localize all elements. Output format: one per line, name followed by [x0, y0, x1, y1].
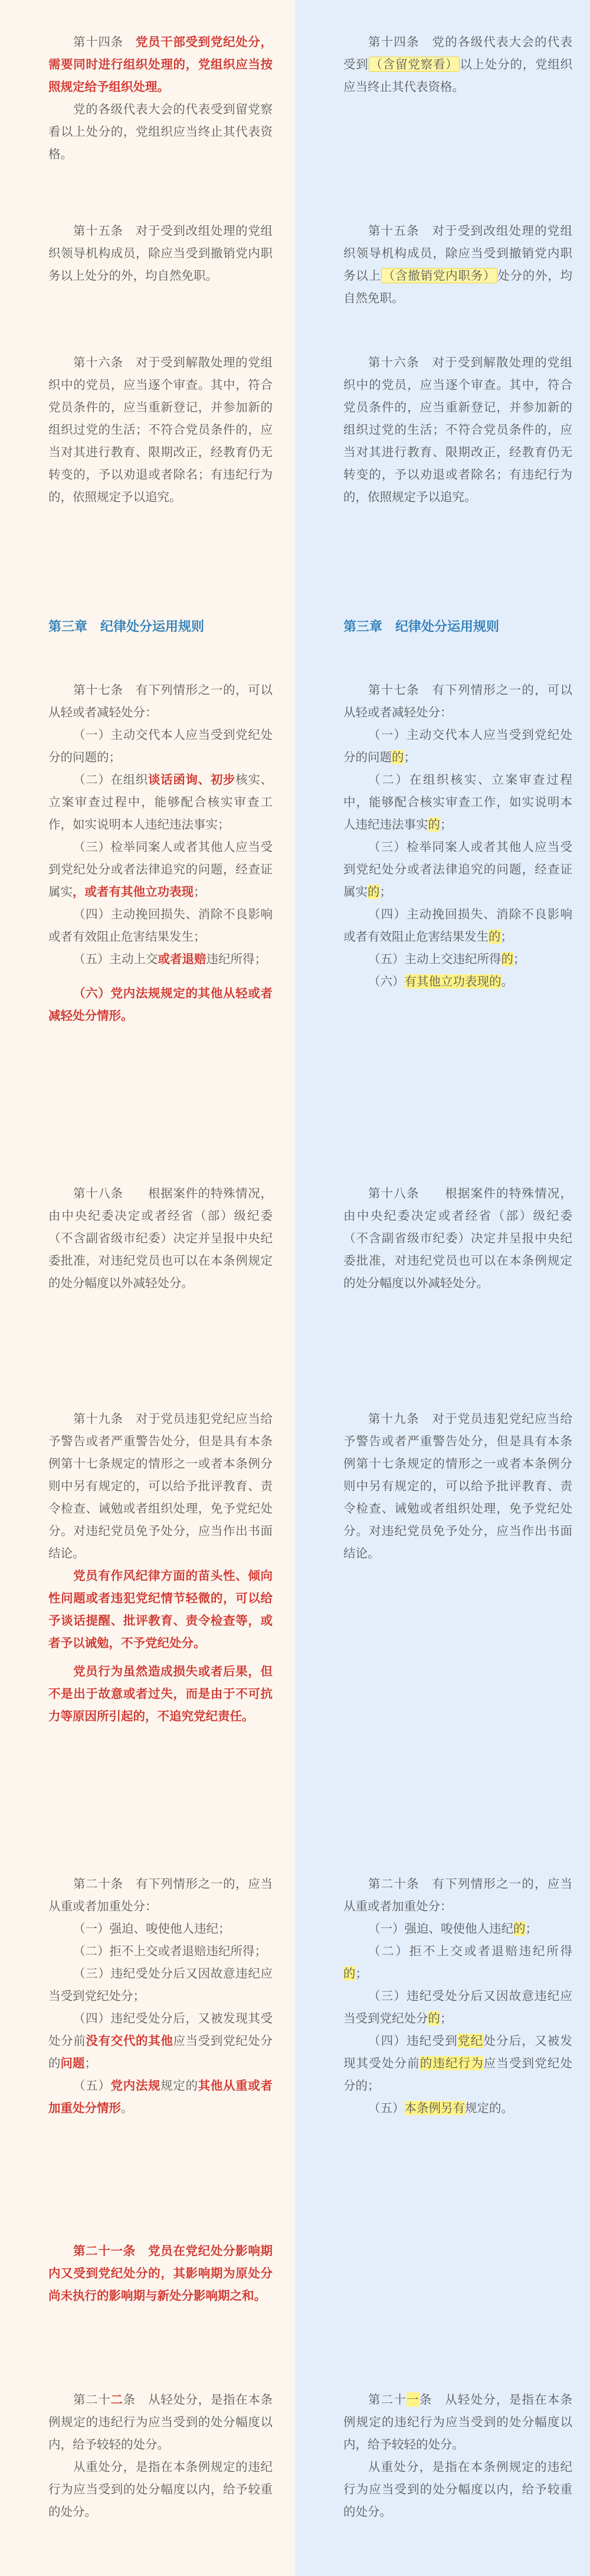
right-art17-1b-deleted: 的 [392, 750, 404, 764]
left-art22-b-changed: 二 [110, 2392, 123, 2407]
right-art20-item2 [343, 1940, 572, 1985]
right-art20-head: 第二十条 有下列情形之一的，应当从重或者加重处分： [343, 1877, 572, 1913]
left-art14-para1 [48, 31, 273, 98]
left-art19-added-para2: 党员行为虽然造成损失或者后果，但不是出于故意或者过失，而是由于不可抗力等原因所引起的，不追究党纪责任。 [48, 1664, 273, 1723]
right-article-19 [343, 1408, 572, 1564]
right-art20-4c: 处分后，又被发现其受处分前 [343, 2034, 573, 2070]
right-art20-item4 [343, 2030, 572, 2097]
left-art17-2a: （二）在组织 [73, 773, 148, 787]
right-art17-head: 第十七条 有下列情形之一的，可以从轻或者减轻处分： [343, 683, 572, 719]
right-article-20 [343, 1873, 572, 2119]
right-art20-4e: 应当受到党纪处分的； [343, 2056, 573, 2093]
right-art17-5c: ； [513, 952, 526, 966]
left-art17-head: 第十七条 有下列情形之一的，可以从轻或者减轻处分： [48, 683, 273, 719]
right-art17-5a: （五）主动上交违纪所得 [368, 952, 502, 966]
right-art20-4a: （四）违纪受到 [368, 2034, 458, 2048]
right-art17-3b-deleted: 的 [368, 885, 380, 899]
right-art22-c: 条 从轻处分，是指在本条例规定的违纪行为应当受到的处分幅度以内，给予较轻的处分。 [343, 2392, 573, 2451]
right-art17-item6 [343, 970, 572, 993]
right-art17-1c: ； [404, 750, 416, 764]
right-column-old-version [295, 0, 590, 2576]
left-art20-5b-added: 党内法规 [110, 2079, 161, 2093]
left-art20-4b-added: 没有交代的其他 [86, 2034, 173, 2048]
right-article-16 [343, 351, 572, 508]
left-art20-item3: （三）违纪受处分后又因故意违纪应当受到党纪处分； [48, 1966, 273, 2003]
right-art20-5b-deleted: 本条例另有 [404, 2101, 465, 2115]
right-art17-item1 [343, 724, 572, 768]
right-art20-2c: ； [355, 1966, 368, 1981]
right-art17-6b-deleted: 有其他立功表现的 [404, 974, 502, 988]
right-art19-text: 第十九条 对于党员违犯党纪应当给予警告或者严重警告处分，但是具有本条例第十七条规定的情形之一或者本条例分则中另有规定的，可以给予批评教育、责令检查、诫勉或者组织处理，免予党纪处分。对违纪党员免予处分，应当作出书面结论。 [343, 1412, 572, 1560]
right-art14-b-deleted: （含留党察看） [369, 57, 460, 72]
left-article-15 [48, 220, 273, 287]
right-art17-4c: ； [500, 929, 513, 944]
left-art22-para1 [48, 2388, 273, 2456]
right-art20-4b-deleted: 党纪 [457, 2034, 484, 2048]
right-art15-c: 处分的外，均自然免职。 [343, 269, 573, 305]
right-art17-2b-deleted: 的 [428, 817, 440, 832]
left-art20-5a: （五） [73, 2079, 111, 2093]
right-art17-3c: ； [379, 885, 392, 899]
right-art20-2b-deleted: 的 [343, 1966, 356, 1981]
right-chapter-title: 第三章 纪律处分运用规则 [343, 620, 500, 634]
right-art14-c: 以上处分的，党组织应当终止其代表资格。 [343, 57, 573, 94]
left-art20-head: 第二十条 有下列情形之一的，应当从重或者加重处分： [48, 1877, 273, 1913]
left-article-16 [48, 351, 273, 508]
right-art20-1a: （一）强迫、唆使他人违纪 [368, 1922, 513, 1936]
right-art22-para2: 从重处分，是指在本条例规定的违纪行为应当受到的处分幅度以内，给予较重的处分。 [343, 2460, 572, 2519]
left-art17-item1: （一）主动交代本人应当受到党纪处分的问题的； [48, 728, 273, 764]
right-art17-6c: 。 [501, 974, 513, 988]
right-art17-1a: （一）主动交代本人应当受到党纪处分的问题 [343, 728, 572, 764]
right-art20-item3 [343, 1985, 572, 2030]
left-art20-4a: （四）违纪受处分后，又被发现其受处分前 [48, 2011, 273, 2048]
right-art20-5a: （五） [368, 2101, 405, 2115]
left-article-22 [48, 2388, 273, 2523]
left-art15-text: 第十五条 对于受到改组处理的党组织领导机构成员，除应当受到撤销党内职务以上处分的外，均自然免职。 [48, 224, 273, 283]
left-art17-3a: （三）检举同案人或者其他人应当受到党纪处分或者法律追究的问题，经查证属实 [48, 840, 273, 899]
left-art20-5c: 规定的 [160, 2079, 198, 2093]
left-art17-3c: ； [194, 885, 206, 899]
left-art18-text: 第十八条 根据案件的特殊情况，由中央纪委决定或者经省（部）级纪委（不含副省级市纪委）决定并呈报中央纪委批准，对违纪党员也可以在本条例规定的处分幅度以外减轻处分。 [48, 1186, 273, 1290]
right-art17-4b-deleted: 的 [489, 929, 501, 944]
left-article-21 [48, 2240, 273, 2307]
left-art17-item2 [48, 768, 273, 836]
left-article-19 [48, 1408, 273, 1727]
left-art17-item6: （六）党内法规规定的其他从轻或者减轻处分情形。 [48, 986, 273, 1023]
right-art17-2a: （二）在组织核实、立案审查过程中，能够配合核实审查工作，如实说明本人违纪违法事实 [343, 773, 572, 832]
right-chapter-heading [343, 616, 572, 639]
left-art17-3b-added: ，或者有其他立功表现 [73, 885, 194, 899]
left-art20-5d-added: 其他从重或者加重处分情形 [48, 2079, 273, 2115]
right-art15-b-deleted: （含撤销党内职务） [381, 268, 497, 283]
right-art18-text: 第十八条 根据案件的特殊情况，由中央纪委决定或者经省（部）级纪委（不含副省级市纪委）决定并呈报中央纪委批准，对违纪党员也可以在本条例规定的处分幅度以外减轻处分。 [343, 1186, 572, 1290]
left-art19-added-para1: 党员有作风纪律方面的苗头性、倾向性问题或者违犯党纪情节轻微的，可以给予谈话提醒、批评教育、责令检查等，或者予以诫勉，不予党纪处分。 [48, 1569, 273, 1650]
right-art20-5c: 规定的。 [465, 2101, 513, 2115]
left-art17-2b-added: 谈话函询、初步 [148, 773, 236, 787]
right-art17-4a: （四）主动挽回损失、消除不良影响或者有效阻止危害结果发生 [343, 907, 572, 944]
right-art20-3a: （三）违纪受处分后又因故意违纪应当受到党纪处分 [343, 1989, 572, 2025]
left-article-14 [48, 31, 273, 165]
right-art17-item5 [343, 948, 572, 970]
right-art16-text: 第十六条 对于受到解散处理的党组织中的党员，应当逐个审查。其中，符合党员条件的，应当重新登记，并参加新的组织过党的生活；不符合党员条件的，应当对其进行教育、限期改正，经教育仍无转变的，予以劝退或者除名；有违纪行为的，依照规定予以追究。 [343, 355, 572, 504]
right-art20-item1 [343, 1917, 572, 1940]
left-art17-item3 [48, 836, 273, 903]
left-art20-4d-added: 问题 [60, 2056, 85, 2070]
right-art20-3b-deleted: 的 [428, 2011, 440, 2025]
left-art14-label: 第十四条 [73, 35, 123, 49]
left-art22-c: 条 从轻处分，是指在本条例规定的违纪行为应当受到的处分幅度以内，给予较轻的处分。 [48, 2392, 273, 2451]
left-art19-text: 第十九条 对于党员违犯党纪应当给予警告或者严重警告处分，但是具有本条例第十七条规定的情形之一或者本条例分则中另有规定的，可以给予批评教育、责令检查、诫勉或者组织处理，免予党纪处分。对违纪党员免予处分，应当作出书面结论。 [48, 1412, 273, 1560]
left-art17-5a: （五）主动上交 [73, 952, 158, 966]
left-article-20 [48, 1873, 273, 2119]
right-art20-1c: ； [525, 1922, 537, 1936]
left-article-17 [48, 679, 273, 1027]
right-art17-2c: ； [440, 817, 453, 832]
right-art20-1b-deleted: 的 [513, 1922, 526, 1936]
right-art17-5b-deleted: 的 [501, 952, 513, 966]
right-art17-6a: （六） [368, 974, 405, 988]
right-art17-item4 [343, 903, 572, 948]
left-art20-item5 [48, 2074, 273, 2119]
left-art17-5c: 违纪所得； [206, 952, 267, 966]
left-art14-bold: 党员干部受到党纪处分，需要同时进行组织处理的，党组织应当按照规定给予组织处理。 [48, 35, 273, 94]
left-art20-5e: 。 [121, 2101, 133, 2115]
right-art20-3c: ； [440, 2011, 453, 2025]
right-art17-3a: （三）检举同案人或者其他人应当受到党纪处分或者法律追究的问题，经查证属实 [343, 840, 572, 899]
left-art21-text: 第二十一条 党员在党纪处分影响期内又受到党纪处分的，其影响期为原处分尚未执行的影响期与新处分影响期之和。 [48, 2244, 273, 2303]
right-article-17 [343, 679, 572, 993]
left-article-18 [48, 1182, 273, 1294]
left-art16-text: 第十六条 对于受到解散处理的党组织中的党员，应当逐个审查。其中，符合党员条件的，应当重新登记，并参加新的组织过党的生活；不符合党员条件的，应当对其进行教育、限期改正，经教育仍无转变的，予以劝退或者除名；有违纪行为的，依照规定予以追究。 [48, 355, 273, 504]
right-art15-text [343, 220, 572, 309]
left-art14-para2: 党的各级代表大会的代表受到留党察看以上处分的，党组织应当终止其代表资格。 [48, 102, 273, 161]
right-art17-item3 [343, 836, 572, 903]
right-art15-a: 第十五条 对于受到改组处理的党组织领导机构成员，除应当受到撤销党内职务以上 [343, 224, 572, 283]
left-chapter-title: 第三章 纪律处分运用规则 [48, 620, 205, 634]
right-art14-a: 第十四条 党的各级代表大会的代表受到 [343, 35, 572, 71]
right-article-21 [343, 2388, 572, 2523]
left-art17-item5 [48, 948, 273, 970]
right-article-15 [343, 220, 572, 309]
right-art22-para1 [343, 2388, 572, 2456]
left-art17-5b-added: 或者退赔 [158, 952, 206, 966]
left-art17-item4: （四）主动挽回损失、消除不良影响或者有效阻止危害结果发生； [48, 907, 273, 944]
right-article-14 [343, 31, 572, 98]
right-art20-4d-deleted: 的违纪行为 [419, 2056, 484, 2070]
right-article-18 [343, 1182, 572, 1294]
left-art20-4c: 应当受到党纪处分的 [48, 2034, 273, 2070]
left-art22-para2: 从重处分，是指在本条例规定的违纪行为应当受到的处分幅度以内，给予较重的处分。 [48, 2460, 273, 2519]
left-art17-2c: 核实、立案审查过程中，能够配合核实审查工作，如实说明本人违纪违法事实； [48, 773, 273, 832]
left-art20-item1: （一）强迫、唆使他人违纪； [73, 1922, 231, 1936]
right-art22-b-changed: 一 [407, 2392, 419, 2407]
left-art20-4e: ； [84, 2056, 97, 2070]
right-art20-item5 [343, 2097, 572, 2119]
left-art22-a: 第二十 [73, 2392, 111, 2407]
left-art20-item2: （二）拒不上交或者退赔违纪所得； [73, 1944, 267, 1958]
left-chapter-heading [48, 616, 273, 639]
left-art20-item4 [48, 2007, 273, 2074]
right-art14-text [343, 31, 572, 98]
right-art20-2a: （二）拒不上交或者退赔违纪所得 [368, 1944, 572, 1958]
right-art22-a: 第二十 [368, 2392, 407, 2407]
right-art17-item2 [343, 768, 572, 836]
